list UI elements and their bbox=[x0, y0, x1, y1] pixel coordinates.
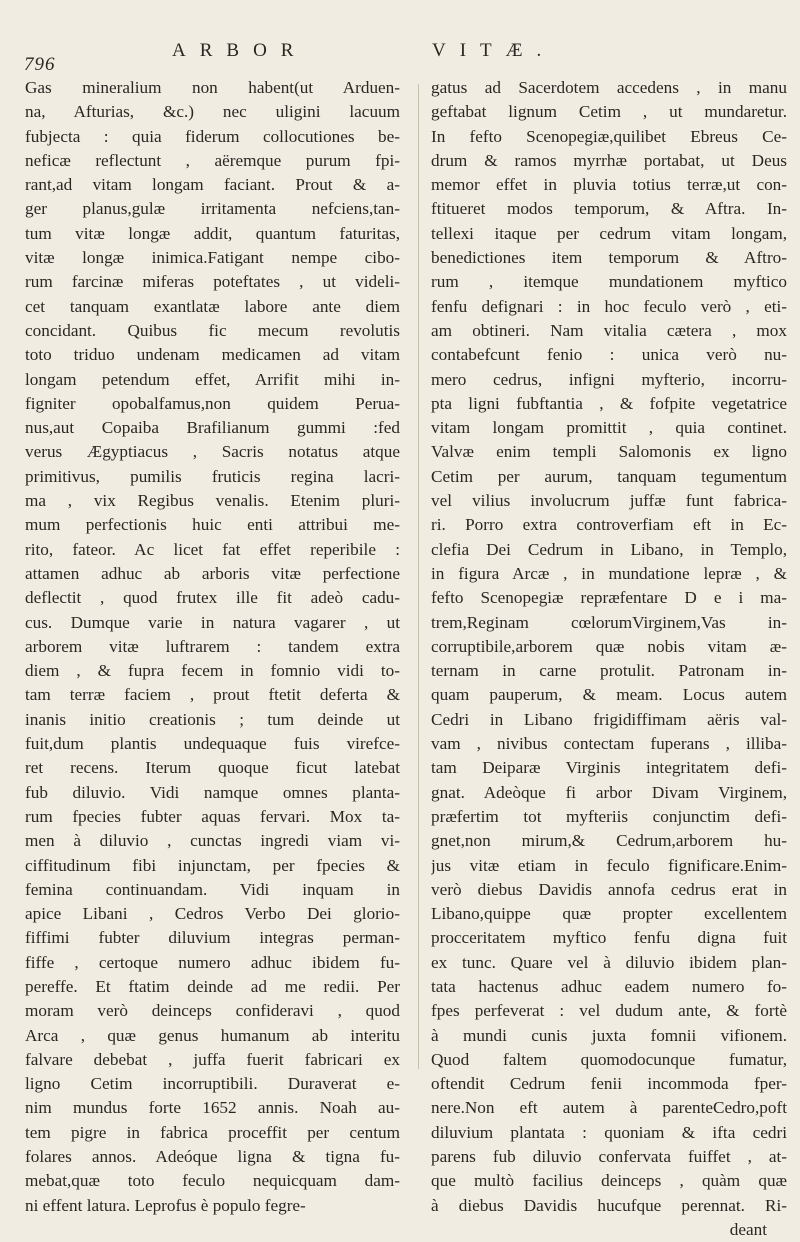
text-line: præfertim tot myfteriis conjunctim defi- bbox=[431, 806, 787, 826]
text-line: ciffitudinum fibi injunctam, per fpecies & bbox=[25, 855, 400, 875]
text-line: memor effet in pluvia totius terræ,ut con- bbox=[431, 175, 787, 195]
text-line: am obtineri. Nam vitalia cætera , mox bbox=[431, 320, 787, 340]
text-line: nim mundus forte 1652 annis. Noah au- bbox=[25, 1098, 400, 1118]
text-line: cet tanquam exantlatæ labore ante diem bbox=[25, 296, 400, 316]
catchword: deant bbox=[729, 1219, 767, 1239]
text-line: à diebus Davidis hucufque perennat. Ri- bbox=[431, 1195, 787, 1215]
text-line: Cetim per aurum, tanquam tegumentum bbox=[431, 466, 787, 486]
text-line: vel vilius involucrum juffæ funt fabrica- bbox=[431, 491, 787, 511]
text-line: toto triduo undenam medicamen ad vitam bbox=[25, 345, 400, 365]
text-line: quam pauperum, & meam. Locus autem bbox=[431, 685, 787, 705]
text-line: ni effent latura. Leprofus è populo fegre- bbox=[25, 1195, 306, 1215]
page-header bbox=[0, 34, 800, 75]
text-line: men à diluvio , cunctas ingredi viam vi- bbox=[25, 831, 400, 851]
text-line: Gas mineralium non habent(ut Arduen- bbox=[25, 78, 400, 97]
text-line: trem,Reginam cœlorumVirginem,Vas in- bbox=[431, 612, 787, 632]
page-number: 796 bbox=[24, 54, 56, 75]
text-line: rum , itemque mundationem myftico bbox=[431, 272, 787, 292]
text-line: Valvæ enim templi Salomonis ex ligno bbox=[431, 442, 787, 462]
text-line: vitam longam promittit , quia continet. bbox=[431, 418, 787, 438]
text-line: ligno Cetim incorruptibili. Duraverat e- bbox=[25, 1074, 400, 1094]
text-line: à mundi cunis juxta fomnii vifionem. bbox=[431, 1025, 787, 1045]
text-line: Libano,quippe quæ propter excellentem bbox=[431, 904, 787, 924]
text-line: ri. Porro extra controverfiam eft in Ec- bbox=[431, 515, 787, 535]
text-line: clefia Dei Cedrum in Libano, in Templo, bbox=[431, 539, 787, 559]
running-title-right: VITÆ. bbox=[432, 40, 556, 61]
text-line: verò diebus Davidis annofa cedrus erat in bbox=[431, 879, 787, 899]
text-line: verus Ægyptiacus , Sacris notatus atque bbox=[25, 442, 400, 462]
text-line: benedictiones item temporum & Aftro- bbox=[431, 248, 787, 268]
text-line: femina continuandam. Vidi inquam in bbox=[25, 879, 400, 899]
text-line: que multò facilius deinceps , quàm quæ bbox=[431, 1171, 787, 1191]
text-line: ternam in carne protulit. Patronam in- bbox=[431, 661, 787, 681]
text-line: jus vitæ etiam in feculo fignificare.Enim- bbox=[431, 855, 787, 875]
text-line: diem , & fupra fecem in fomnio vidi to- bbox=[25, 661, 400, 681]
text-line: folares annos. Adeóque ligna & tigna fu- bbox=[25, 1147, 400, 1167]
text-line: rum farcinæ miferas poteftates , ut videli- bbox=[25, 272, 400, 292]
text-line: pta ligni fubftantia , & fofpite vegetatrice bbox=[431, 393, 787, 413]
text-line: vitæ longæ inimica.Fatigant nempe cibo- bbox=[25, 248, 400, 268]
text-line: gatus ad Sacerdotem accedens , in manu bbox=[431, 78, 787, 97]
text-line: fiffimi fubter diluvium integras perman- bbox=[25, 928, 400, 948]
text-line: ex tunc. Quare vel à diluvio ibidem plan- bbox=[431, 952, 787, 972]
text-line: fiffe , certoque numero adhuc ibidem fu- bbox=[25, 952, 400, 972]
text-line: tata hactenus adhuc eadem numero fo- bbox=[431, 976, 787, 996]
text-line: In fefto Scenopegiæ,quilibet Ebreus Ce- bbox=[431, 126, 787, 146]
text-line: attamen adhuc ab arboris vitæ perfectione bbox=[25, 563, 400, 583]
text-line: Arca , quæ genus humanum ab interitu bbox=[25, 1025, 400, 1045]
text-line: fenfu defignari : in hoc feculo verò , eti- bbox=[431, 296, 787, 316]
text-line: ger planus,gulæ irritamenta nefciens,tan- bbox=[25, 199, 400, 219]
text-line: diluvium plantata : quoniam & ifta cedri bbox=[431, 1122, 787, 1142]
text-line: tellexi itaque per cedrum vitam longam, bbox=[431, 223, 787, 243]
text-line: mebat,quæ toto feculo nequicquam dam- bbox=[25, 1171, 400, 1191]
column-divider bbox=[418, 84, 419, 1069]
running-title-left: ARBOR bbox=[172, 40, 308, 61]
text-line: ret recens. Iterum quoque ficut latebat bbox=[25, 758, 400, 778]
text-line: in figura Arcæ , in mundatione lepræ , & bbox=[431, 563, 787, 583]
text-line: rito, fateor. Ac licet fat effet reperibile : bbox=[25, 539, 400, 559]
text-line: Quod faltem quomodocunque fumatur, bbox=[431, 1049, 787, 1069]
text-line: moram verò deinceps confideravi , quod bbox=[25, 1001, 400, 1021]
text-line: vam , nivibus contectam fuperans , illiba- bbox=[431, 734, 787, 754]
text-line: deflectit , quod frutex ille fit adeò cadu- bbox=[25, 588, 400, 608]
text-line: gnet,non mirum,& Cedrum,arborem hu- bbox=[431, 831, 787, 851]
text-line: fuit,dum plantis undequaque fuis virefce- bbox=[25, 734, 400, 754]
text-line: nus,aut Copaiba Brafilianum gummi :fed bbox=[25, 418, 400, 438]
text-line: nere.Non eft autem à parenteCedro,poft bbox=[431, 1098, 787, 1118]
text-line: rum fpecies fubter aquas fervari. Mox ta- bbox=[25, 806, 400, 826]
left-column bbox=[25, 76, 400, 1218]
text-line: procceritatem myftico fenfu digna fuit bbox=[431, 928, 787, 948]
text-line: oftendit Cedrum fenii incommoda fper- bbox=[431, 1074, 787, 1094]
text-line: apice Libani , Cedros Verbo Dei glorio- bbox=[25, 904, 400, 924]
text-line: na, Afturias, &c.) nec uligini lacuum bbox=[25, 102, 400, 122]
text-line: arborem vitæ luftrarem : tandem extra bbox=[25, 636, 400, 656]
text-line: concidant. Quibus fic mecum revolutis bbox=[25, 320, 400, 340]
text-line: inanis initio creationis ; tum deinde ut bbox=[25, 709, 400, 729]
text-line: contabefcunt fenio : unica verò nu- bbox=[431, 345, 787, 365]
text-line: parens fub diluvio confervata fuiffet , at- bbox=[431, 1147, 787, 1167]
text-line: tum vitæ longæ addit, quantum faturitas, bbox=[25, 223, 400, 243]
text-line: falvare debebat , juffa fuerit fabricari ex bbox=[25, 1049, 400, 1069]
text-line: pereffe. Et ftatim deinde ad me redii. Per bbox=[25, 976, 400, 996]
text-line: drum & ramos myrrhæ portabat, ut Deus bbox=[431, 150, 787, 170]
text-line: mum perfectionis huic enti attribui me- bbox=[25, 515, 400, 535]
text-line: fefto Scenopegiæ repræfentare D e i ma- bbox=[431, 588, 787, 608]
text-line: cus. Dumque varie in natura vagarer , ut bbox=[25, 612, 400, 632]
text-line: fubjecta : quia fiderum collocutiones be- bbox=[25, 126, 400, 146]
text-line: gnat. Adeòque fi arbor Divam Virginem, bbox=[431, 782, 787, 802]
text-line: tem pigre in fabrica proceffit per centum bbox=[25, 1122, 400, 1142]
text-line: ma , vix Regibus venalis. Etenim pluri- bbox=[25, 491, 400, 511]
text-line: figniter opobalfamus,non quidem Perua- bbox=[25, 393, 400, 413]
text-line: tam Deiparæ Virginis integritatem defi- bbox=[431, 758, 787, 778]
text-line: corruptibile,arborem quæ nobis vitam æ- bbox=[431, 636, 787, 656]
text-line: geftabat lignum Cetim , ut mundaretur. bbox=[431, 102, 787, 122]
text-line: primitivus, pumilis fruticis regina lacri- bbox=[25, 466, 400, 486]
text-line: rant,ad vitam longam faciant. Prout & a- bbox=[25, 175, 400, 195]
text-line: neficæ reflectunt , aëremque purum fpi- bbox=[25, 150, 400, 170]
text-line: tam terræ faciem , prout ftetit deferta & bbox=[25, 685, 400, 705]
text-line: Cedri in Libano frigidiffimam aëris val- bbox=[431, 709, 787, 729]
text-line: ftitueret modos temporum, & Aftra. In- bbox=[431, 199, 787, 219]
text-line: mero cedrus, infigni myfterio, incorru- bbox=[431, 369, 787, 389]
text-line: longam petendum effet, Arrifit mihi in- bbox=[25, 369, 400, 389]
right-column bbox=[431, 76, 787, 1242]
text-line: fub diluvio. Vidi namque omnes planta- bbox=[25, 782, 400, 802]
text-line: fpes perfeverat : vel dudum ante, & fortè bbox=[431, 1001, 787, 1021]
